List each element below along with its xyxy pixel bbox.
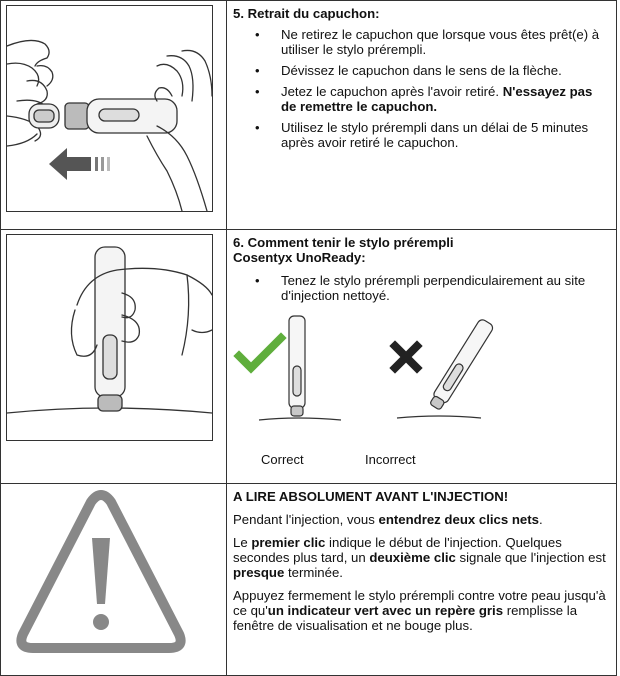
holding-step: • Tenez le stylo prérempli perpendiculairement au site d'injection nettoyé. (255, 273, 610, 303)
pen-angled-icon (428, 318, 495, 411)
holding-pen-illustration-cell (1, 230, 227, 484)
hand-unscrewing-cap-icon (7, 6, 212, 211)
section6-title-line2: Cosentyx UnoReady: (233, 250, 366, 265)
section5-title: 5. Retrait du capuchon: (233, 6, 380, 21)
cap-removal-step (255, 27, 610, 57)
cap-removal-illustration (6, 5, 213, 212)
holding-pen-illustration (6, 234, 213, 441)
cap-removal-step (255, 120, 610, 150)
warning-triangle-icon (1, 484, 226, 670)
cap-removal-steps (233, 27, 610, 150)
incorrect-label: Incorrect (365, 452, 416, 467)
section6-title (233, 235, 610, 265)
cap-removal-illustration-cell (1, 1, 227, 230)
bold-text: N'essayez pas de remettre le capuchon. (281, 84, 593, 114)
check-icon (239, 338, 281, 368)
text-run: terminée. (284, 565, 343, 580)
text-run: signale que l'injection est (455, 550, 606, 565)
pen-perpendicular-icon (259, 316, 341, 420)
text-run: Le (233, 535, 252, 550)
warning-illustration-cell (1, 484, 227, 676)
warning-paragraph (233, 588, 610, 633)
section6-title-line1: 6. Comment tenir le stylo prérempli (233, 235, 454, 250)
text-run: . (539, 512, 543, 527)
warning-paragraphs (233, 512, 610, 633)
correct-label: Correct (261, 452, 304, 467)
text-run: indique le début de l'injection. Quelques secondes plus tard, un (233, 535, 562, 565)
holding-pen-text-cell (227, 230, 617, 484)
pen-angle-comparison (229, 308, 519, 448)
left-arrow-icon (49, 148, 110, 180)
text-run: Dévissez le capuchon dans le sens de la flèche. (281, 63, 562, 78)
warning-title: A LIRE ABSOLUMENT AVANT L'INJECTION! (233, 489, 509, 504)
warning-paragraph (233, 512, 610, 527)
cap-removal-step (255, 63, 610, 78)
bold-text: presque (233, 565, 285, 580)
text-run: Ne retirez le capuchon que lorsque vous êtes prêt(e) à utiliser le stylo prérempli. (281, 27, 600, 57)
warning-text-cell (227, 484, 617, 676)
cap-removal-text-cell (227, 1, 617, 230)
bold-text: entendrez deux clics nets (378, 512, 539, 527)
cap-removal-step (255, 84, 610, 114)
text-run: Utilisez le stylo prérempli dans un délai de 5 minutes après avoir retiré le capuchon. (281, 120, 589, 150)
text-run: remplisse la fenêtre de visualisation et ne bouge plus. (233, 603, 578, 633)
text-run: Jetez le capuchon après l'avoir retiré. (281, 84, 503, 99)
bold-text: premier clic (251, 535, 326, 550)
holding-steps (233, 273, 610, 303)
hand-holding-pen-icon (7, 235, 212, 440)
warning-paragraph (233, 535, 610, 580)
text-run: Pendant l'injection, vous (233, 512, 379, 527)
text-run: Appuyez fermement le stylo prérempli contre votre peau jusqu'à ce qu' (233, 588, 606, 618)
bold-text: deuxième clic (369, 550, 456, 565)
cross-icon (395, 346, 417, 368)
bold-text: un indicateur vert avec un repère gris (267, 603, 504, 618)
